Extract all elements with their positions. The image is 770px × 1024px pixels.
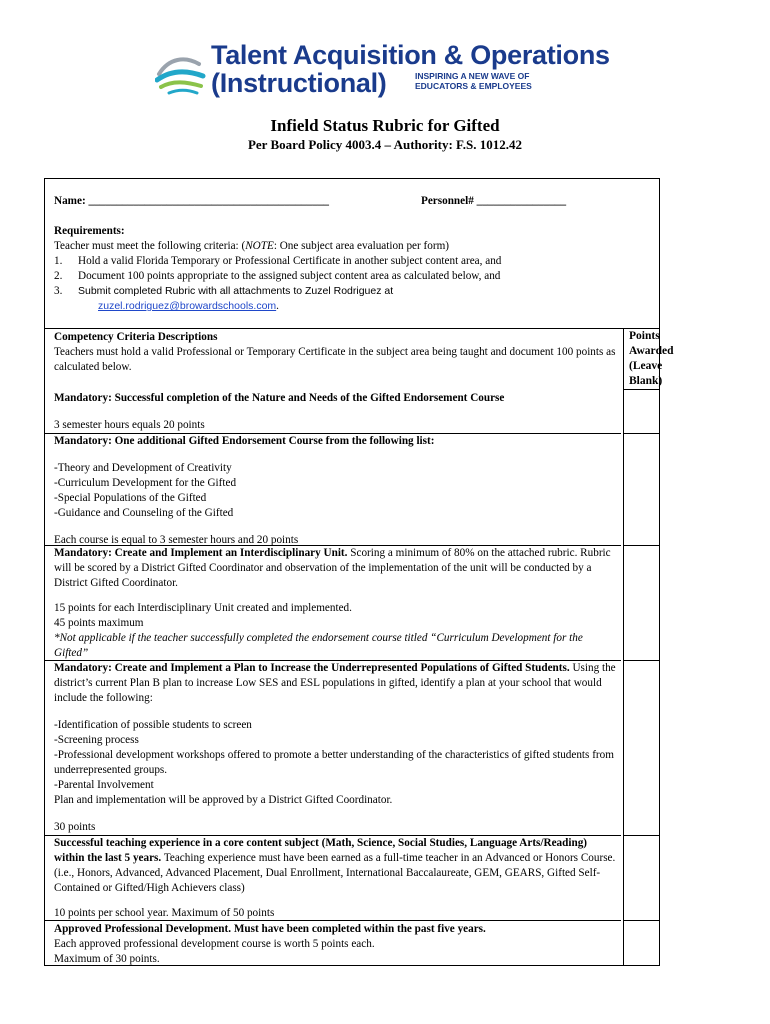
requirements-intro: Teacher must meet the following criteria: (NOTE: One subject area evaluation per form) [54,240,450,252]
criterion-title: Mandatory: One additional Gifted Endorsement Course from the following list: [54,435,435,447]
criterion-max: 45 points maximum [54,617,144,629]
district-logo [155,38,625,98]
criterion-points: 15 points for each Interdisciplinary Unit created and implemented. [54,602,352,614]
criterion-note: *Not applicable if the teacher successfully completed the endorsement course titled “Curriculum Development for the Gifted” [54,632,583,659]
rubric-table [44,178,674,966]
column-divider [623,328,624,966]
points-cell-divider [623,920,659,921]
name-field[interactable]: Name: ___________________________________________ [54,195,330,207]
points-cell-divider [623,389,659,390]
document-subtitle: Per Board Policy 4003.4 – Authority: F.S. 1012.42 [247,137,523,152]
criterion-title: Mandatory: Successful completion of the Nature and Needs of the Gifted Endorsement Course [54,392,505,404]
criterion-description: Mandatory: Create and Implement a Plan to Increase the Underrepresented Populations of Gifted Students. Using the district’s current Plan B plan to increase Low SES and ESL populations in gifted, identify a plan at your school that would include the following: [54,662,616,704]
criterion-description: Mandatory: Create and Implement an Interdisciplinary Unit. Scoring a minimum of 80% on the attached rubric. Rubric will be scored by a District Gifted Coordinator and observation of the implementation of the unit will be conducted by a District Gifted Coordinator. [54,547,611,589]
wave-logo-icon [155,44,217,96]
requirement-item: 1. Hold a valid Florida Temporary or Professional Certificate in another subject content area, and [54,255,502,267]
criterion-max: Maximum of 30 points. [54,953,160,965]
logo-tagline: INSPIRING A NEW WAVE OF EDUCATORS & EMPLOYEES [415,71,532,91]
email-link[interactable]: zuzel.rodriguez@browardschools.com [98,300,277,312]
criterion-description: Successful teaching experience in a core content subject (Math, Science, Social Studies, Language Arts/Reading) within the last 5 years. Teaching experience must have been earned as a full-time teacher in an Advanced or Honors Course. (i.e., Honors, Advanced, Advanced Placement, Dual Enrollment, International Baccalaureate, GEM, GEARS, Gifted Self-Contained or Gifted/High Achievers class) [54,837,616,894]
row-divider [45,328,659,329]
course-item: -Curriculum Development for the Gifted [54,477,237,489]
logo-title-line1: Talent Acquisition & Operations [211,40,610,70]
criterion-row-3 [54,546,616,661]
plan-item: -Identification of possible students to screen [54,719,252,731]
points-cell-divider [623,545,659,546]
email-line: zuzel.rodriguez@browardschools.com. [98,300,279,312]
personnel-field[interactable]: Personnel# ________________ [421,195,567,207]
criterion-points: 3 semester hours equals 20 points [54,419,205,431]
plan-approval: Plan and implementation will be approved by a District Gifted Coordinator. [54,794,393,806]
points-cell-divider [623,433,659,434]
criterion-row-2 [54,434,616,548]
criterion-row-5 [54,836,616,921]
requirement-item: 2. Document 100 points appropriate to the assigned subject content area as calculated below, and [54,270,501,282]
points-awarded-header: Points Awarded (Leave Blank) [629,330,674,387]
document-title: Infield Status Rubric for Gifted [270,116,500,135]
criterion-points: 10 points per school year. Maximum of 50 points [54,907,275,919]
course-item: -Special Populations of the Gifted [54,492,207,504]
course-item: -Theory and Development of Creativity [54,462,232,474]
course-item: -Guidance and Counseling of the Gifted [54,507,234,519]
criterion-row-6 [54,922,616,967]
points-cell-divider [623,660,659,661]
points-cell-divider [623,835,659,836]
requirements-heading: Requirements: [54,225,125,237]
criterion-description: Each approved professional development course is worth 5 points each. [54,938,375,950]
criteria-header [54,330,616,375]
requirement-item: 3. Submit completed Rubric with all attachments to Zuzel Rodriguez at [54,285,394,297]
plan-item: -Professional development workshops offered to promote a better understanding of the characteristics of gifted students from underrepresented groups. [54,749,614,776]
criterion-points: 30 points [54,821,96,833]
plan-item: -Screening process [54,734,139,746]
requirements-section [54,224,616,314]
plan-item: -Parental Involvement [54,779,154,791]
criterion-title: Approved Professional Development. Must have been completed within the past five years. [54,923,486,935]
criteria-intro: Teachers must hold a valid Professional or Temporary Certificate in the subject area being taught and document 100 points as calculated below. [54,346,616,373]
criteria-heading: Competency Criteria Descriptions [54,331,218,343]
criterion-points: Each course is equal to 3 semester hours and 20 points [54,534,299,546]
criterion-row-1 [54,391,616,433]
criterion-row-4 [54,661,616,835]
logo-title-line2: (Instructional) [211,68,387,98]
